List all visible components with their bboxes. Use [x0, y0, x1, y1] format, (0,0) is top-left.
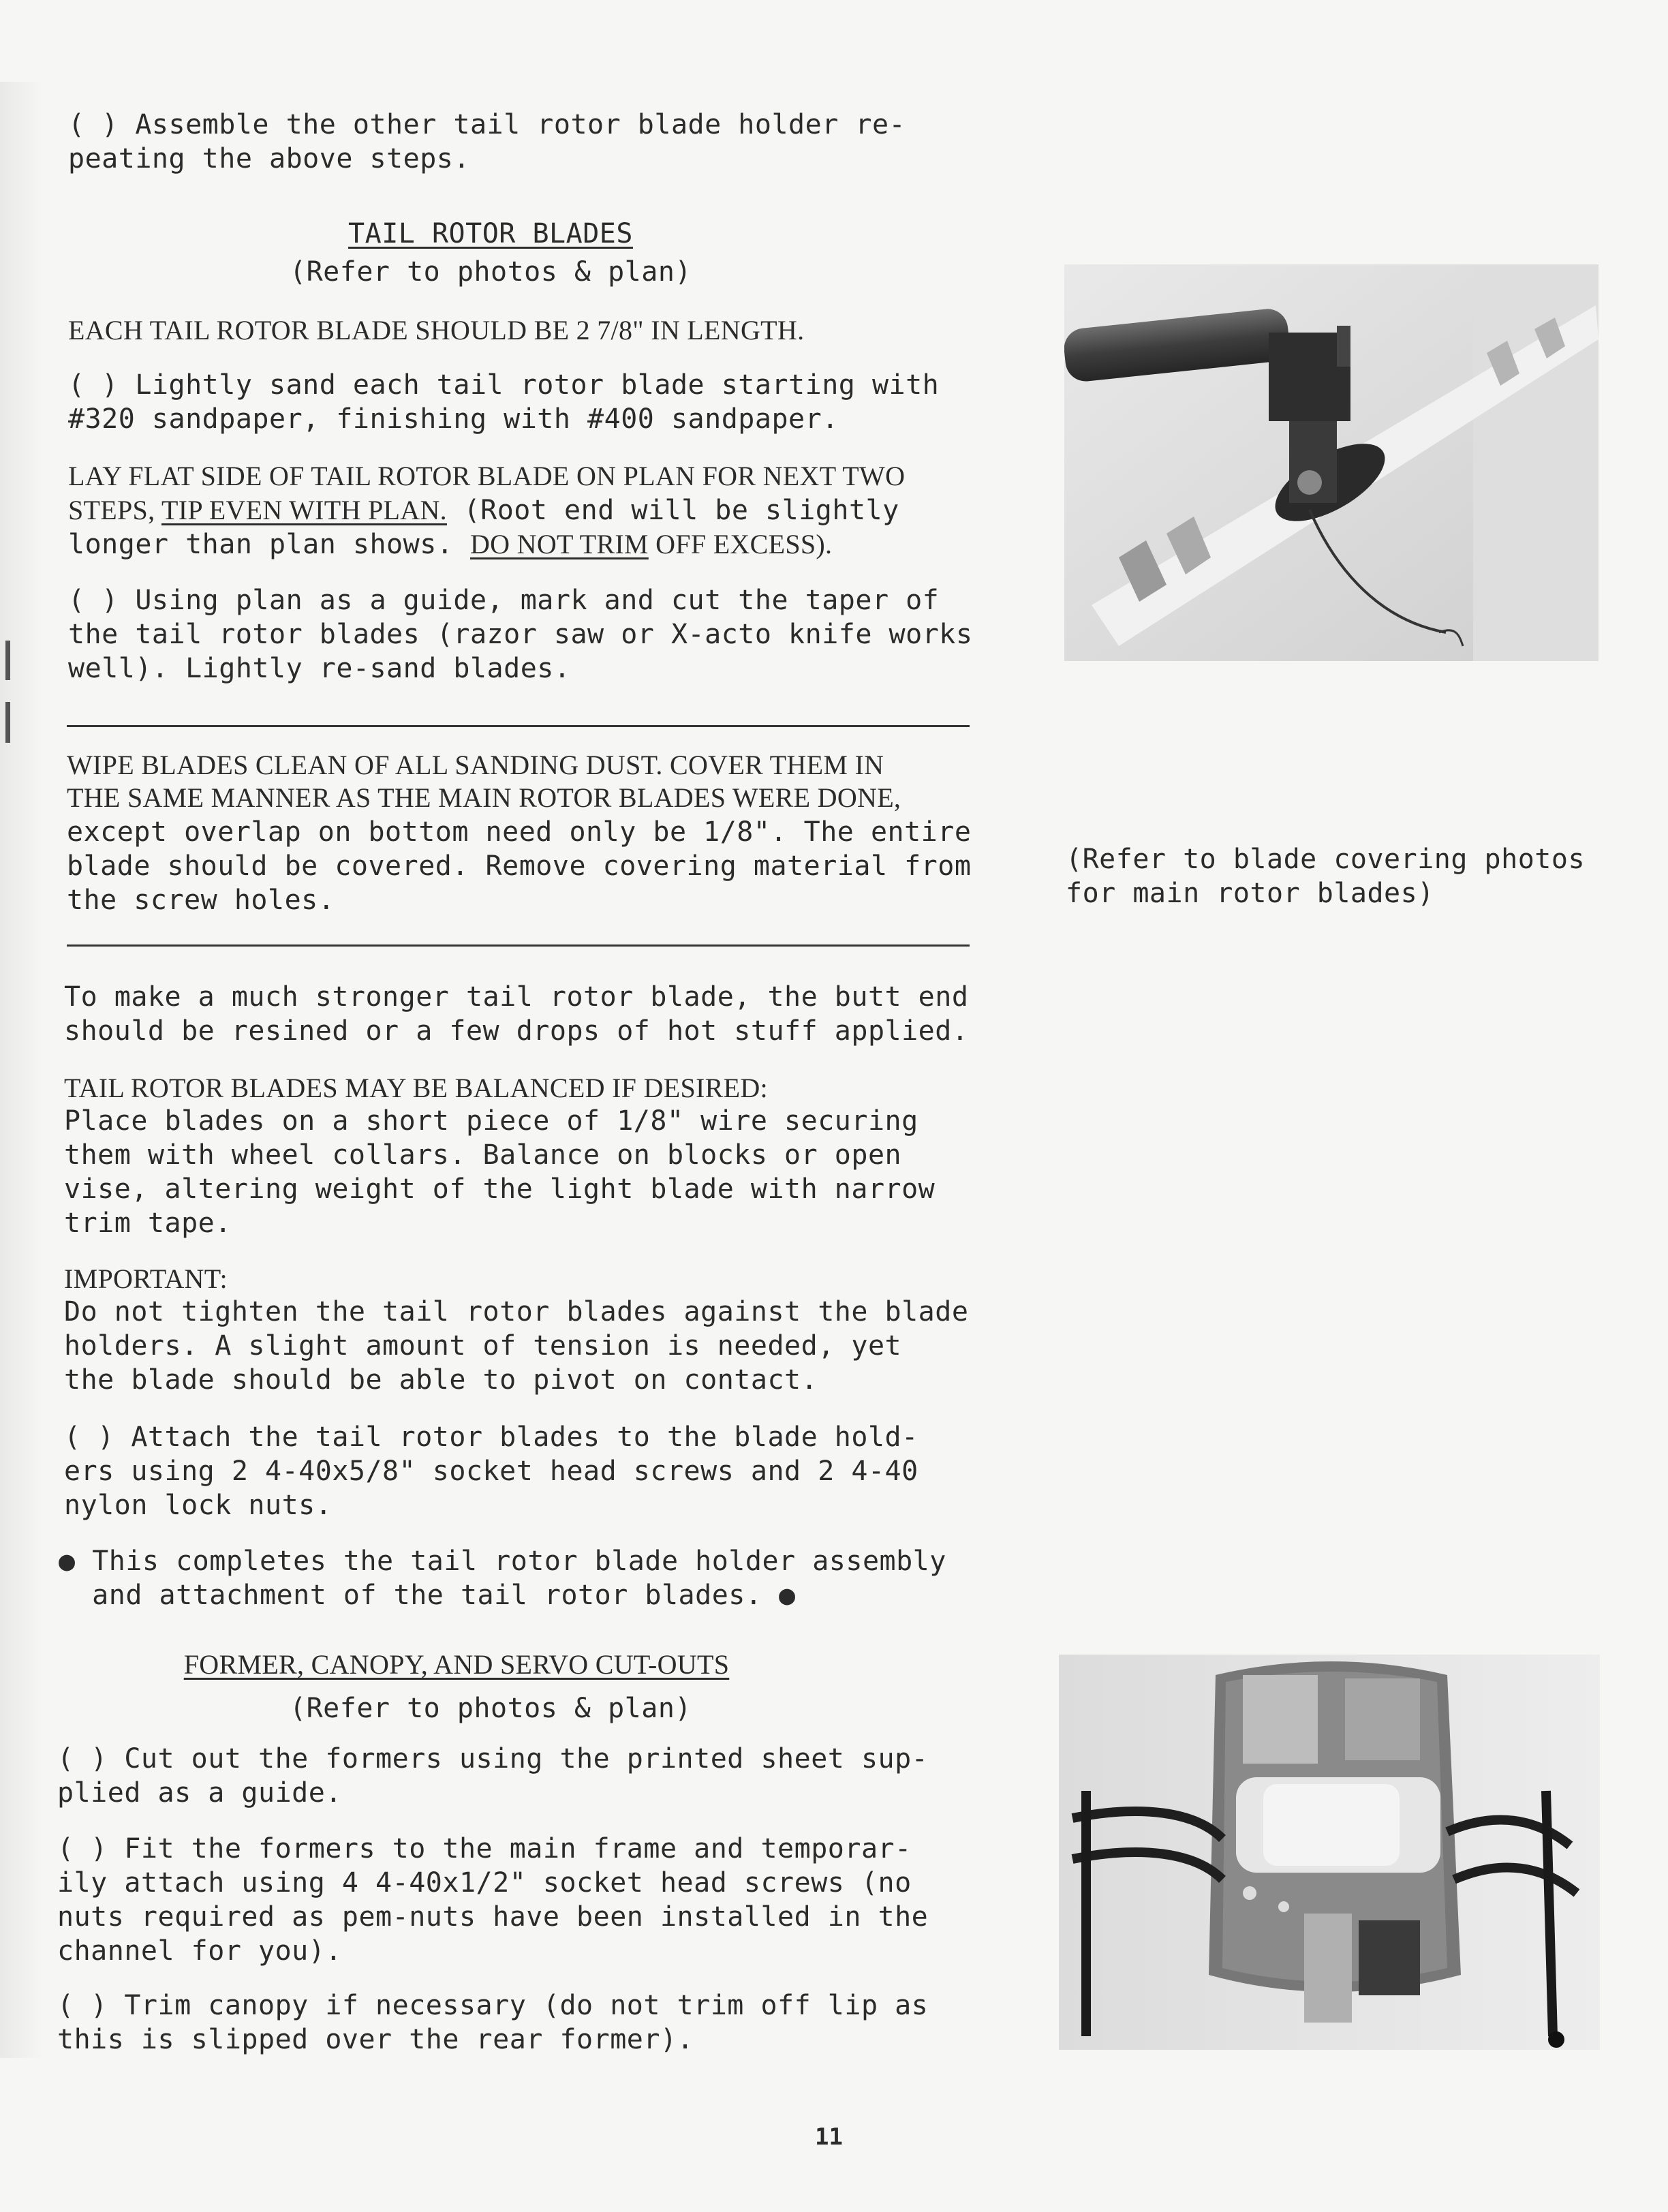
page-number: 11 [815, 2123, 843, 2151]
paragraph-taper: ( ) Using plan as a guide, mark and cut the taper of the tail rotor blades (razor saw or X-acto knife works well). Lightly re-sand blades. [68, 585, 973, 684]
paragraph-attach: ( ) Attach the tail rotor blades to the blade hold- ers using 2 4-40x5/8" socket head screws and 2 4-40 nylon lock nuts. [64, 1422, 918, 1521]
paragraph-important: Do not tighten the tail rotor blades against the blade holders. A slight amount of tension is needed, yet the blade should be able to pivot on contact. [64, 1296, 969, 1396]
paragraph-balance-head: TAIL ROTOR BLADES MAY BE BALANCED IF DESIRED: [64, 1073, 768, 1103]
paragraph-wipe-2: THE SAME MANNER AS THE MAIN ROTOR BLADES WERE DONE, [67, 782, 901, 813]
paragraph-balance: Place blades on a short piece of 1/8" wire securing them with wheel collars. Balance on blocks or open vise, altering weight of the light blade with narrow trim tape. [64, 1105, 936, 1239]
paragraph-length: EACH TAIL ROTOR BLADE SHOULD BE 2 7/8" IN LENGTH. [68, 315, 805, 345]
paragraph-stronger: To make a much stronger tail rotor blade, the butt end should be resined or a few drops of hot stuff applied. [64, 981, 969, 1047]
heading-tail-rotor-blades: TAIL ROTOR BLADES [348, 218, 633, 249]
paragraph-lay-flat-2: STEPS, TIP EVEN WITH PLAN. (Root end will be slightly [68, 495, 899, 526]
paragraph-wipe-1: WIPE BLADES CLEAN OF ALL SANDING DUST. COVER THEM IN [67, 750, 884, 780]
divider-top [67, 725, 970, 727]
scan-mark [5, 641, 10, 680]
paragraph-cut-formers: ( ) Cut out the formers using the printed sheet sup- plied as a guide. [57, 1743, 929, 1809]
paragraph-trim-canopy: ( ) Trim canopy if necessary (do not trim off lip as this is slipped over the rear former). [57, 1990, 929, 2055]
heading-refer: (Refer to photos & plan) [290, 256, 692, 288]
heading-refer-2: (Refer to photos & plan) [290, 1693, 692, 1724]
paragraph-fit-formers: ( ) Fit the formers to the main frame and temporar- ily attach using 4 4-40x1/2" socket head screws (no nuts required as pem-nuts have been installed in the channel for you). [57, 1833, 929, 1967]
paragraph-lay-flat-1: LAY FLAT SIDE OF TAIL ROTOR BLADE ON PLAN FOR NEXT TWO [68, 461, 906, 491]
scan-shadow [0, 82, 44, 2058]
scan-mark [5, 702, 10, 743]
paragraph-wipe-3: except overlap on bottom need only be 1/8". The entire blade should be covered. Remove covering material from the screw holes. [67, 816, 972, 916]
tail-rotor-photo [1064, 264, 1598, 661]
paragraph-lay-flat-3: longer than plan shows. DO NOT TRIM OFF EXCESS). [68, 529, 833, 560]
heading-former-canopy: FORMER, CANOPY, AND SERVO CUT-OUTS [183, 1649, 730, 1680]
paragraph-important-head: IMPORTANT: [64, 1263, 228, 1294]
paragraph-assemble: ( ) Assemble the other tail rotor blade holder re- peating the above steps. [68, 109, 906, 174]
paragraph-sand: ( ) Lightly sand each tail rotor blade starting with #320 sandpaper, finishing with #400 sandpaper. [68, 369, 940, 435]
former-canopy-photo [1059, 1655, 1600, 2050]
paragraph-completes: ● This completes the tail rotor blade holder assembly and attachment of the tail rotor blades. ● [59, 1546, 946, 1611]
divider-bottom [67, 944, 970, 947]
side-note: (Refer to blade covering photos for main rotor blades) [1066, 844, 1586, 909]
